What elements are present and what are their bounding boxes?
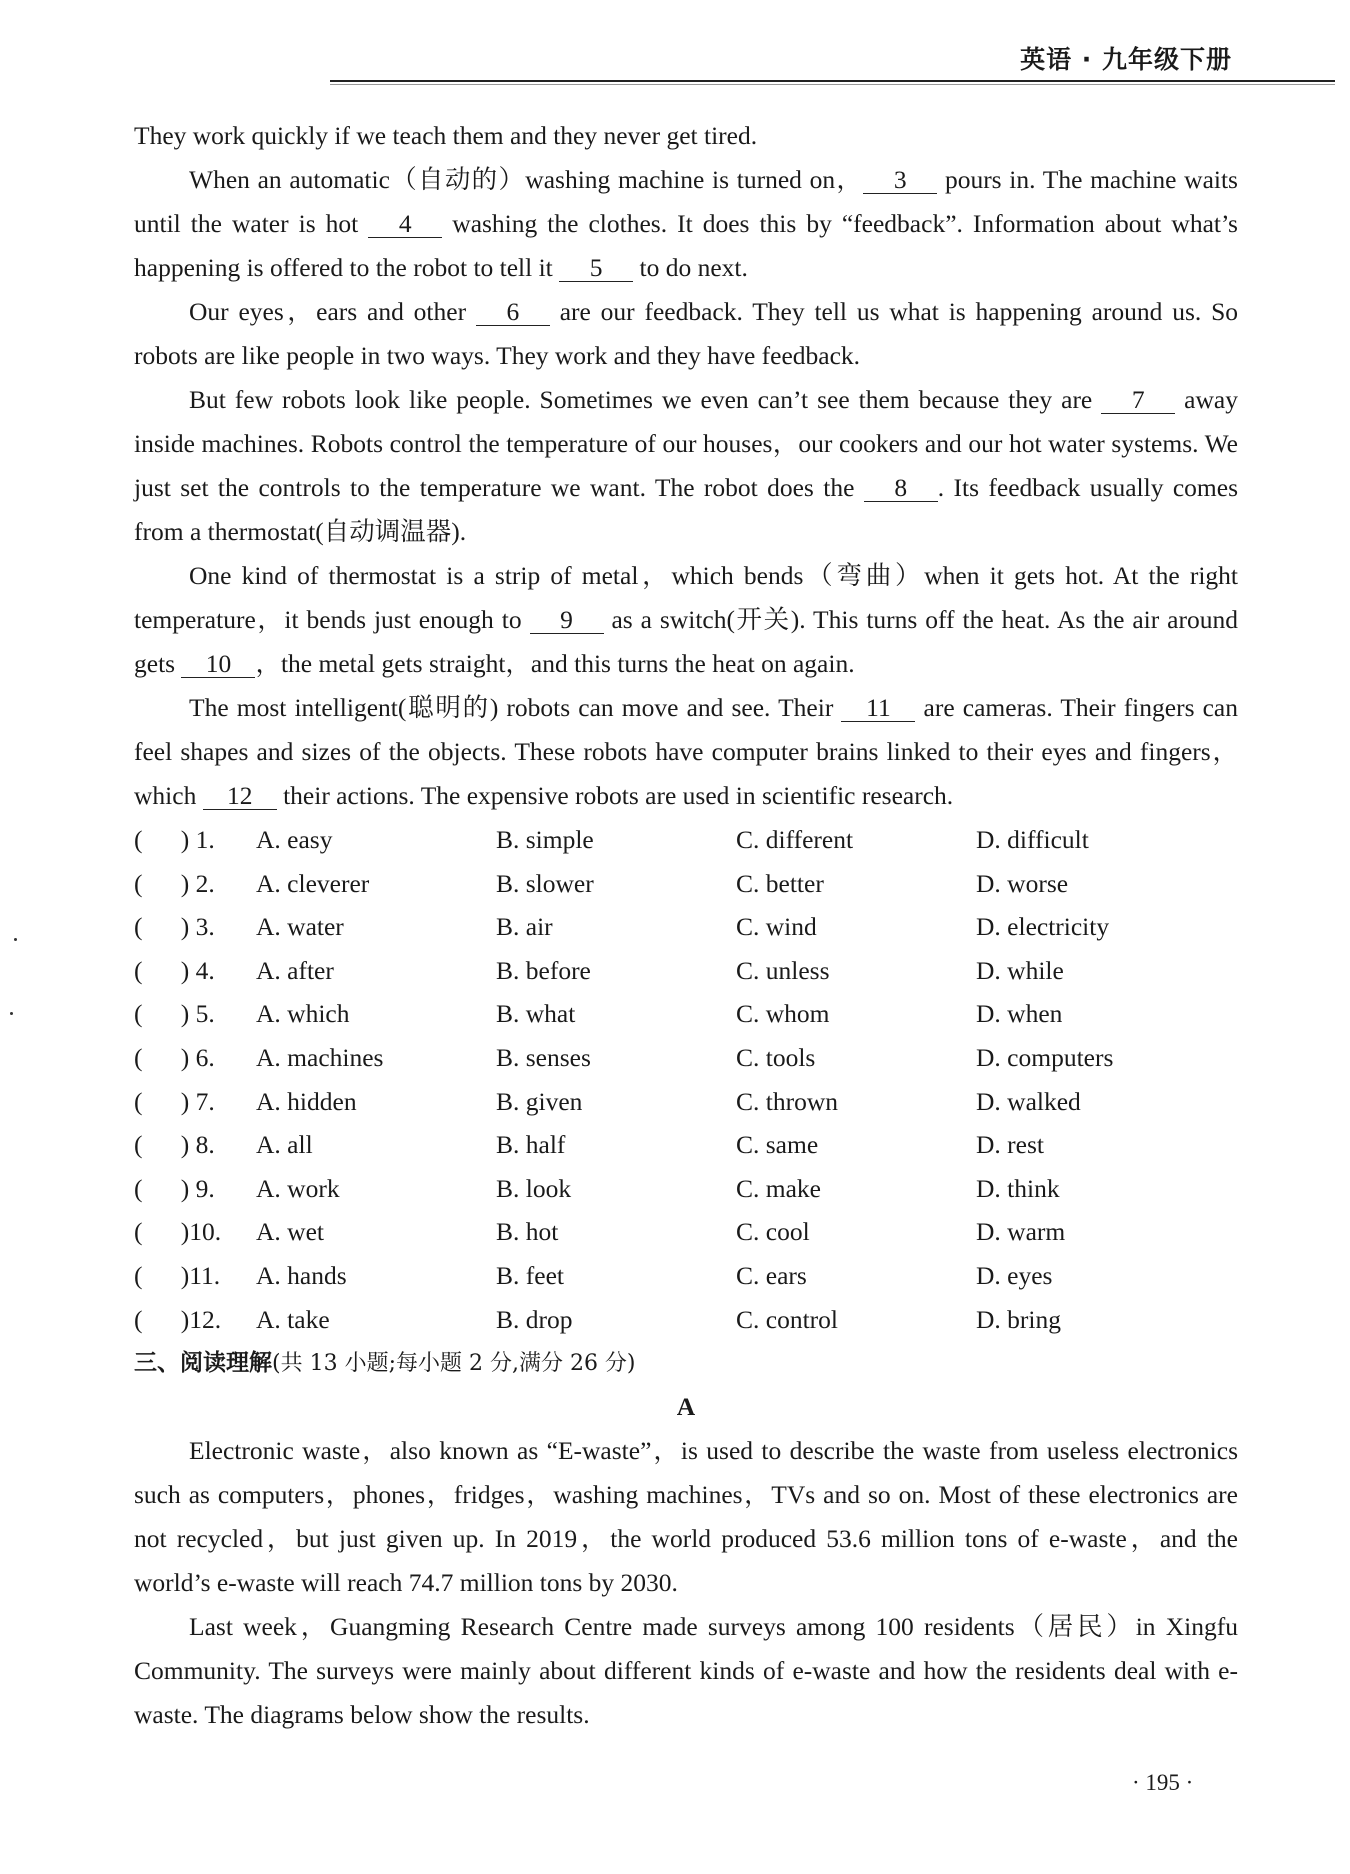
choice-a: A. machines — [256, 1042, 384, 1072]
choice-c: C. same — [736, 1130, 819, 1160]
blank-9: 9 — [530, 607, 604, 634]
choice-d: D. bring — [976, 1304, 1061, 1334]
question-number: ( ) 9. — [134, 1173, 215, 1203]
scan-speck — [10, 1012, 13, 1015]
choice-b: B. slower — [496, 868, 594, 898]
option-row — [134, 949, 1238, 993]
option-row — [134, 1036, 1238, 1080]
blank-11: 11 — [841, 695, 915, 722]
choice-b: B. drop — [496, 1304, 573, 1334]
option-row — [134, 1210, 1238, 1254]
paragraph-5 — [134, 686, 1238, 818]
choice-c: C. tools — [736, 1042, 816, 1072]
question-number: ( ) 7. — [134, 1086, 215, 1116]
paragraph-2 — [134, 290, 1238, 378]
option-row — [134, 1123, 1238, 1167]
choice-a: A. after — [256, 955, 334, 985]
text-segment: as a switch(开关). This turns off the heat. As the air around gets — [134, 605, 1238, 678]
choice-a: A. water — [256, 912, 344, 942]
text-segment: their actions. The expensive robots are used in scientific research. — [276, 781, 954, 810]
header-rule-thin — [330, 84, 1335, 85]
passage-a-paragraph-1: Electronic waste，also known as “E-waste”，is used to describe the waste from useless electronics such as computers，phones，fridges，washing machines，TVs and so on. Most of these electronics are not recycled，but just given up. In 2019，the world produced 53.6 million tons of e-waste，and the world’s e-waste will reach 74.7 million tons by 2030. — [134, 1436, 1238, 1598]
page-content — [134, 114, 1238, 1737]
blank-5: 5 — [559, 255, 633, 282]
choice-d: D. electricity — [976, 912, 1110, 942]
choice-b: B. air — [496, 912, 553, 942]
choice-b: B. senses — [496, 1042, 591, 1072]
choice-c: C. different — [736, 825, 854, 854]
section-title: 三、阅读理解 — [134, 1350, 272, 1377]
paragraph-3 — [134, 378, 1238, 554]
choice-c: C. make — [736, 1173, 821, 1203]
choice-a: A. cleverer — [256, 868, 370, 898]
choice-d: D. warm — [976, 1217, 1066, 1247]
blank-4: 4 — [368, 211, 442, 238]
question-number: ( ) 5. — [134, 999, 215, 1029]
choice-d: D. eyes — [976, 1260, 1053, 1290]
section-heading — [134, 1341, 1238, 1385]
question-number: ( ) 3. — [134, 912, 215, 942]
choice-c: C. better — [736, 868, 824, 898]
choice-d: D. difficult — [976, 825, 1089, 854]
option-row — [134, 1080, 1238, 1124]
choice-a: A. work — [256, 1173, 340, 1203]
option-row — [134, 818, 1238, 862]
choice-c: C. wind — [736, 912, 817, 942]
text-segment: Our eyes，ears and other — [189, 297, 476, 326]
blank-10: 10 — [181, 651, 255, 678]
text-segment: are our feedback. They tell us what is happening around us. So robots are like people in two ways. They work and they have feedback. — [134, 297, 1239, 370]
choice-a: A. which — [256, 999, 350, 1029]
choice-b: B. half — [496, 1130, 566, 1160]
passage-a-paragraph-2: Last week，Guangming Research Centre made surveys among 100 residents（居民）in Xingfu Community. The surveys were mainly about different kinds of e-waste and how the residents deal with e-waste. The diagrams below show the results. — [134, 1612, 1238, 1730]
text-segment: ，the metal gets straight，and this turns the heat on again. — [255, 649, 855, 678]
question-number: ( )12. — [134, 1304, 222, 1334]
options-list — [134, 818, 1238, 1341]
blank-3: 3 — [863, 167, 937, 194]
choice-c: C. whom — [736, 999, 830, 1029]
choice-d: D. when — [976, 999, 1063, 1029]
option-row — [134, 1167, 1238, 1211]
choice-b: B. given — [496, 1086, 583, 1116]
text-segment: . Its feedback usually comes from a thermostat(自动调温器). — [134, 473, 1238, 546]
passage-label: A — [676, 1392, 696, 1422]
blank-12: 12 — [203, 783, 277, 810]
choice-d: D. walked — [976, 1086, 1081, 1116]
text-segment: are cameras. Their fingers can feel shapes and sizes of the objects. These robots have computer brains linked to their eyes and fingers，which — [134, 693, 1239, 810]
choice-c: C. cool — [736, 1217, 810, 1247]
choice-b: B. what — [496, 999, 576, 1029]
scan-speck — [14, 938, 17, 941]
text-segment: to do next. — [633, 253, 748, 282]
section-subtitle: (共 13 小题;每小题 2 分,满分 26 分) — [272, 1351, 636, 1377]
question-number: ( ) 2. — [134, 868, 215, 898]
choice-d: D. rest — [976, 1130, 1044, 1160]
blank-8: 8 — [864, 475, 938, 502]
text-segment: washing the clothes. It does this by “feedback”. Information about what’s happening is offered to the robot to tell it — [134, 209, 1238, 282]
text-segment: pours in. The machine waits until the water is hot — [134, 165, 1238, 238]
choice-a: A. hands — [256, 1260, 347, 1290]
question-number: ( ) 1. — [134, 825, 215, 854]
choice-d: D. computers — [976, 1042, 1114, 1072]
choice-c: C. ears — [736, 1260, 807, 1290]
choice-b: B. feet — [496, 1260, 564, 1290]
option-row — [134, 1254, 1238, 1298]
choice-c: C. unless — [736, 955, 830, 985]
choice-a: A. easy — [256, 825, 333, 854]
header-title: 英语 · 九年级下册 — [1020, 45, 1232, 74]
text-segment: When an automatic（自动的）washing machine is turned on， — [189, 165, 864, 194]
question-number: ( ) 6. — [134, 1042, 215, 1072]
question-number: ( ) 4. — [134, 955, 215, 985]
choice-a: A. all — [256, 1130, 313, 1160]
question-number: ( ) 8. — [134, 1130, 215, 1160]
header-rule — [330, 80, 1335, 82]
page-number: · 195 · — [1132, 1770, 1194, 1795]
choice-d: D. think — [976, 1173, 1060, 1203]
paragraph-1 — [134, 158, 1238, 290]
choice-b: B. simple — [496, 825, 594, 854]
blank-7: 7 — [1101, 387, 1175, 414]
choice-a: A. hidden — [256, 1086, 357, 1116]
choice-a: A. wet — [256, 1217, 324, 1247]
choice-c: C. control — [736, 1304, 838, 1334]
choice-d: D. worse — [976, 868, 1069, 898]
text-segment: away inside machines. Robots control the temperature of our houses，our cookers and our hot water systems. We just set the controls to the temperature we want. The robot does the — [134, 385, 1238, 502]
choice-c: C. thrown — [736, 1086, 838, 1116]
question-number: ( )10. — [134, 1217, 222, 1247]
text-segment: One kind of thermostat is a strip of metal，which bends（弯曲）when it gets hot. At the right temperature，it bends just enough to — [134, 561, 1238, 634]
option-row — [134, 1298, 1238, 1342]
paragraph-4 — [134, 554, 1238, 686]
choice-b: B. look — [496, 1173, 572, 1203]
choice-b: B. hot — [496, 1217, 559, 1247]
choice-b: B. before — [496, 955, 591, 985]
choice-d: D. while — [976, 955, 1064, 985]
paragraph-0: They work quickly if we teach them and they never get tired. — [134, 121, 758, 150]
option-row — [134, 992, 1238, 1036]
option-row — [134, 862, 1238, 906]
text-segment: The most intelligent(聪明的) robots can move and see. Their — [189, 693, 842, 722]
choice-a: A. take — [256, 1304, 330, 1334]
option-row — [134, 905, 1238, 949]
question-number: ( )11. — [134, 1260, 221, 1290]
blank-6: 6 — [476, 299, 550, 326]
text-segment: But few robots look like people. Sometimes we even can’t see them because they are — [189, 385, 1102, 414]
